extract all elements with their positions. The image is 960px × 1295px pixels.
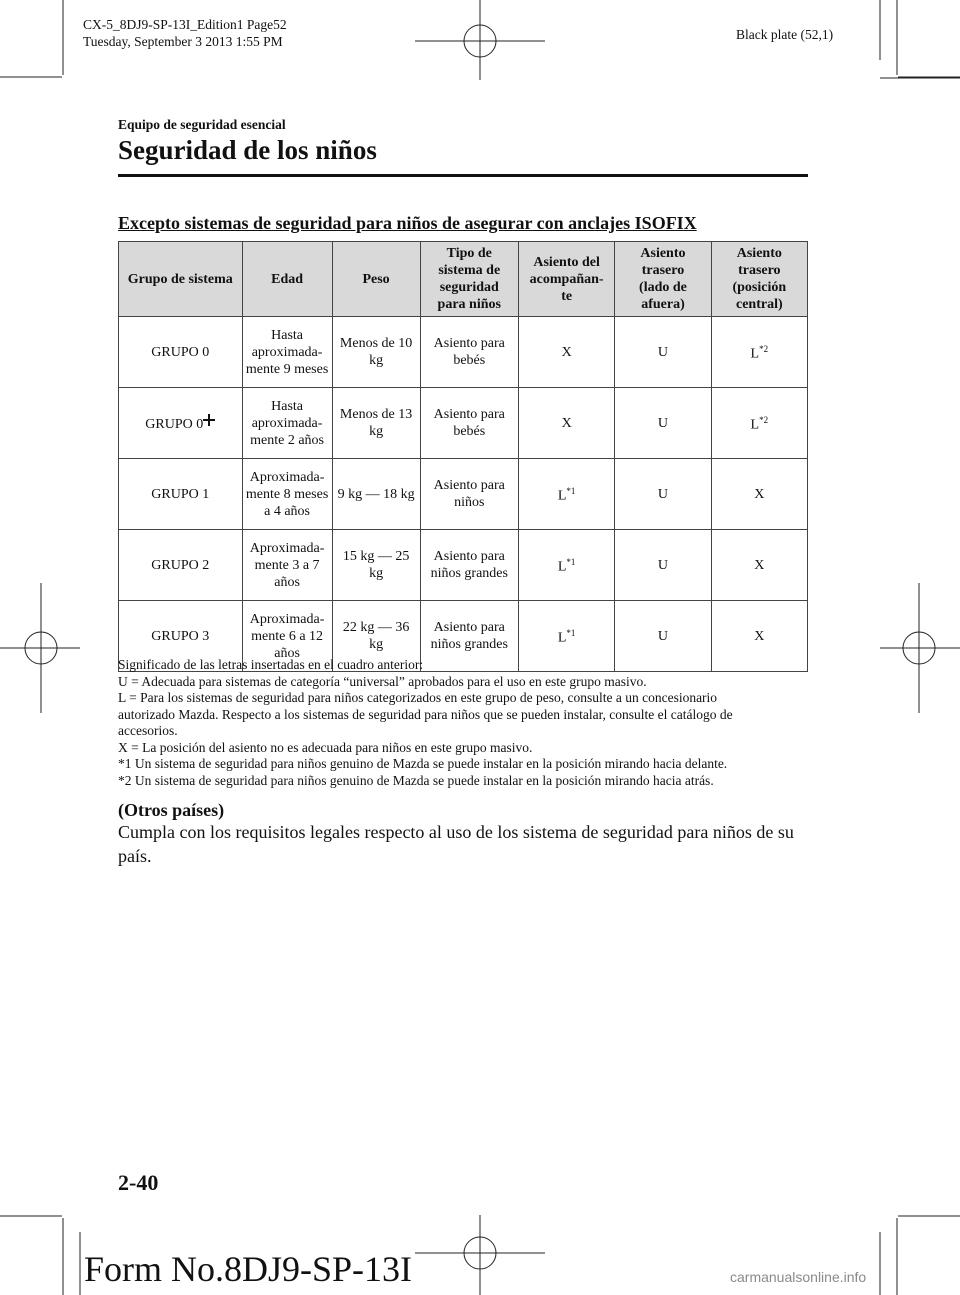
cell-seat-type (420, 459, 518, 530)
cell-age-line: Aproximada- (249, 611, 325, 627)
column-header-line: te (561, 288, 573, 304)
cell-weight-line: 15 kg ― 25 kg (342, 549, 410, 581)
child-seat-table (118, 241, 808, 672)
cell-weight (332, 459, 420, 530)
cell-rear-outboard (615, 459, 711, 530)
note-line: Significado de las letras insertadas en el cuadro anterior: (118, 657, 424, 672)
cell-rear-center (711, 388, 807, 459)
suitability-code: U (657, 557, 669, 573)
cell-seat-type-line: Asiento para (433, 620, 505, 635)
footnote-ref: *2 (759, 415, 769, 426)
body-paragraph: Cumpla con los requisitos legales respecto al uso de los sistema de seguridad para niños de su país. (118, 822, 794, 866)
note-line: U = Adecuada para sistemas de categoría “universal” aprobados para el uso en este grupo masivo. (118, 673, 647, 689)
column-header-line: Grupo de sistema (127, 271, 233, 287)
cell-age-line: Aproximada- (249, 469, 325, 485)
cell-weight-line: 22 kg ― 36 kg (342, 620, 410, 652)
group-name: GRUPO 3 (151, 628, 210, 644)
cell-weight-line: Menos de 10 (339, 336, 413, 351)
cell-weight (332, 317, 420, 388)
note-line: *1 Un sistema de seguridad para niños genuino de Mazda se puede instalar en la posición mirando hacia delante. (118, 756, 728, 771)
cell-rear-outboard (615, 317, 711, 388)
suitability-code: L (557, 488, 567, 504)
cell-weight-line: kg (369, 353, 384, 368)
column-header-line: Edad (271, 271, 304, 287)
suitability-code: X (561, 415, 572, 431)
table-row (119, 317, 808, 388)
black-plate-label: Black plate (52,1) (736, 27, 834, 42)
column-header-line: trasero (738, 263, 781, 278)
suitability-code: X (754, 486, 765, 502)
suitability-code: X (754, 628, 765, 644)
column-header-line: (lado de (639, 280, 687, 295)
footnote-ref: *1 (566, 486, 576, 497)
cell-front-passenger (518, 530, 614, 601)
group-name: GRUPO 0 (145, 416, 204, 432)
cell-age-line: mente 9 meses (245, 361, 329, 377)
table-header-row (119, 242, 808, 317)
cell-seat-type-line: niños grandes (430, 637, 508, 652)
suitability-code: L (750, 346, 760, 362)
form-number: Form No.8DJ9-SP-13I (84, 1249, 413, 1289)
cell-age-line: años (274, 574, 300, 590)
cell-front-passenger (518, 317, 614, 388)
column-header-line: sistema de (438, 263, 501, 278)
title-divider (118, 174, 808, 177)
column-header-line: (posición (732, 280, 787, 295)
cell-rear-center (711, 459, 807, 530)
column-header-line: Peso (362, 271, 390, 287)
cell-rear-outboard (615, 530, 711, 601)
column-header-line: Asiento (640, 246, 686, 261)
column-header-line: trasero (641, 263, 685, 278)
watermark-link[interactable]: carmanualsonline.info (730, 1269, 867, 1285)
cell-age-line: mente 6 a 12 (251, 628, 324, 644)
footnote-ref: *2 (759, 344, 769, 355)
cell-front-passenger (518, 459, 614, 530)
suitability-code: L (750, 417, 760, 433)
cell-age-line: mente 2 años (250, 432, 324, 448)
cell-age-line: Aproximada- (249, 540, 325, 556)
column-header (242, 242, 332, 317)
suitability-code: U (657, 628, 669, 644)
cell-seat-type (420, 388, 518, 459)
table-row (119, 530, 808, 601)
group-name: GRUPO 1 (151, 486, 210, 502)
cell-age (242, 317, 332, 388)
cell-group (119, 317, 243, 388)
print-header-meta (83, 16, 287, 50)
suitability-code: L (557, 630, 567, 646)
cell-weight-line: Menos de 13 (339, 407, 413, 422)
group-name: GRUPO 2 (151, 557, 210, 573)
cell-seat-type-line: Asiento para (433, 478, 505, 493)
cell-age (242, 459, 332, 530)
cell-front-passenger (518, 388, 614, 459)
column-header-line: Asiento del (533, 254, 600, 270)
column-header (119, 242, 243, 317)
cell-seat-type-line: bebés (453, 424, 486, 439)
suitability-code: X (561, 344, 572, 360)
column-header-line: seguridad (439, 280, 499, 295)
note-line: autorizado Mazda. Respecto a los sistemas de seguridad para niños que se pueden instalar, consulte el catálogo de (118, 706, 733, 722)
cell-age-line: Hasta (271, 398, 304, 414)
column-header-line: Tipo de (446, 246, 492, 261)
column-header (711, 242, 807, 317)
column-header (420, 242, 518, 317)
cell-seat-type-line: Asiento para (433, 407, 505, 422)
cell-age-line: aproximada- (251, 344, 323, 360)
cell-group (119, 388, 243, 459)
cell-age-line: a 4 años (264, 503, 311, 519)
suitability-code: U (657, 486, 669, 502)
cell-seat-type (420, 530, 518, 601)
cell-rear-center (711, 530, 807, 601)
group-name: GRUPO 0 (151, 344, 210, 360)
table-body (119, 317, 808, 672)
cell-age-line: Hasta (271, 327, 304, 343)
cell-age-line: mente 3 a 7 (254, 557, 320, 573)
cell-weight-line: kg (369, 424, 384, 439)
suitability-code: X (754, 557, 765, 573)
footnote-ref: *1 (566, 628, 576, 639)
column-header (332, 242, 420, 317)
print-date-line: Tuesday, September 3 2013 1:55 PM (83, 34, 283, 49)
cell-weight-line: 9 kg ― 18 kg (337, 486, 415, 502)
table-heading: Excepto sistemas de seguridad para niños de asegurar con anclajes ISOFIX (118, 213, 697, 233)
suitability-code: L (557, 559, 567, 575)
column-header-line: Asiento (736, 246, 782, 261)
cell-seat-type-line: niños (454, 495, 485, 510)
cell-age-line: años (274, 645, 300, 661)
table-row (119, 459, 808, 530)
column-header-line: para niños (437, 297, 501, 312)
note-line: L = Para los sistemas de seguridad para niños categorizados en este grupo de peso, consulte a un concesionario (118, 690, 718, 705)
print-file-line: CX-5_8DJ9-SP-13I_Edition1 Page52 (83, 17, 287, 32)
suitability-code: U (657, 415, 669, 431)
cell-rear-center (711, 317, 807, 388)
cell-age-line: aproximada- (251, 415, 323, 431)
cell-weight (332, 530, 420, 601)
cell-seat-type (420, 317, 518, 388)
cell-weight (332, 388, 420, 459)
column-header (518, 242, 614, 317)
cell-seat-type-line: bebés (453, 353, 486, 368)
cell-age-line: mente 8 meses (245, 486, 329, 502)
column-header-line: afuera) (641, 297, 685, 312)
cell-group (119, 459, 243, 530)
cell-seat-type-line: Asiento para (433, 336, 505, 351)
plus-icon (203, 414, 215, 426)
cell-age (242, 388, 332, 459)
column-header-line: central) (735, 297, 783, 312)
cell-rear-outboard (615, 388, 711, 459)
note-line: X = La posición del asiento no es adecuada para niños en este grupo masivo. (118, 739, 533, 755)
column-header (615, 242, 711, 317)
cell-group (119, 530, 243, 601)
subheading: (Otros países) (118, 800, 225, 820)
column-header-line: acompañan- (529, 271, 604, 287)
note-line: *2 Un sistema de seguridad para niños genuino de Mazda se puede instalar en la posición mirando hacia atrás. (118, 772, 714, 788)
section-label: Equipo de seguridad esencial (118, 117, 286, 132)
page-number: 2-40 (118, 1170, 159, 1195)
table-row (119, 388, 808, 459)
suitability-code: U (657, 344, 669, 360)
cell-seat-type-line: Asiento para (433, 549, 505, 564)
table-notes (118, 657, 818, 789)
cell-age (242, 530, 332, 601)
footnote-ref: *1 (566, 557, 576, 568)
note-line: accesorios. (118, 723, 178, 738)
page-title: Seguridad de los niños (118, 135, 377, 165)
cell-seat-type-line: niños grandes (430, 566, 508, 581)
